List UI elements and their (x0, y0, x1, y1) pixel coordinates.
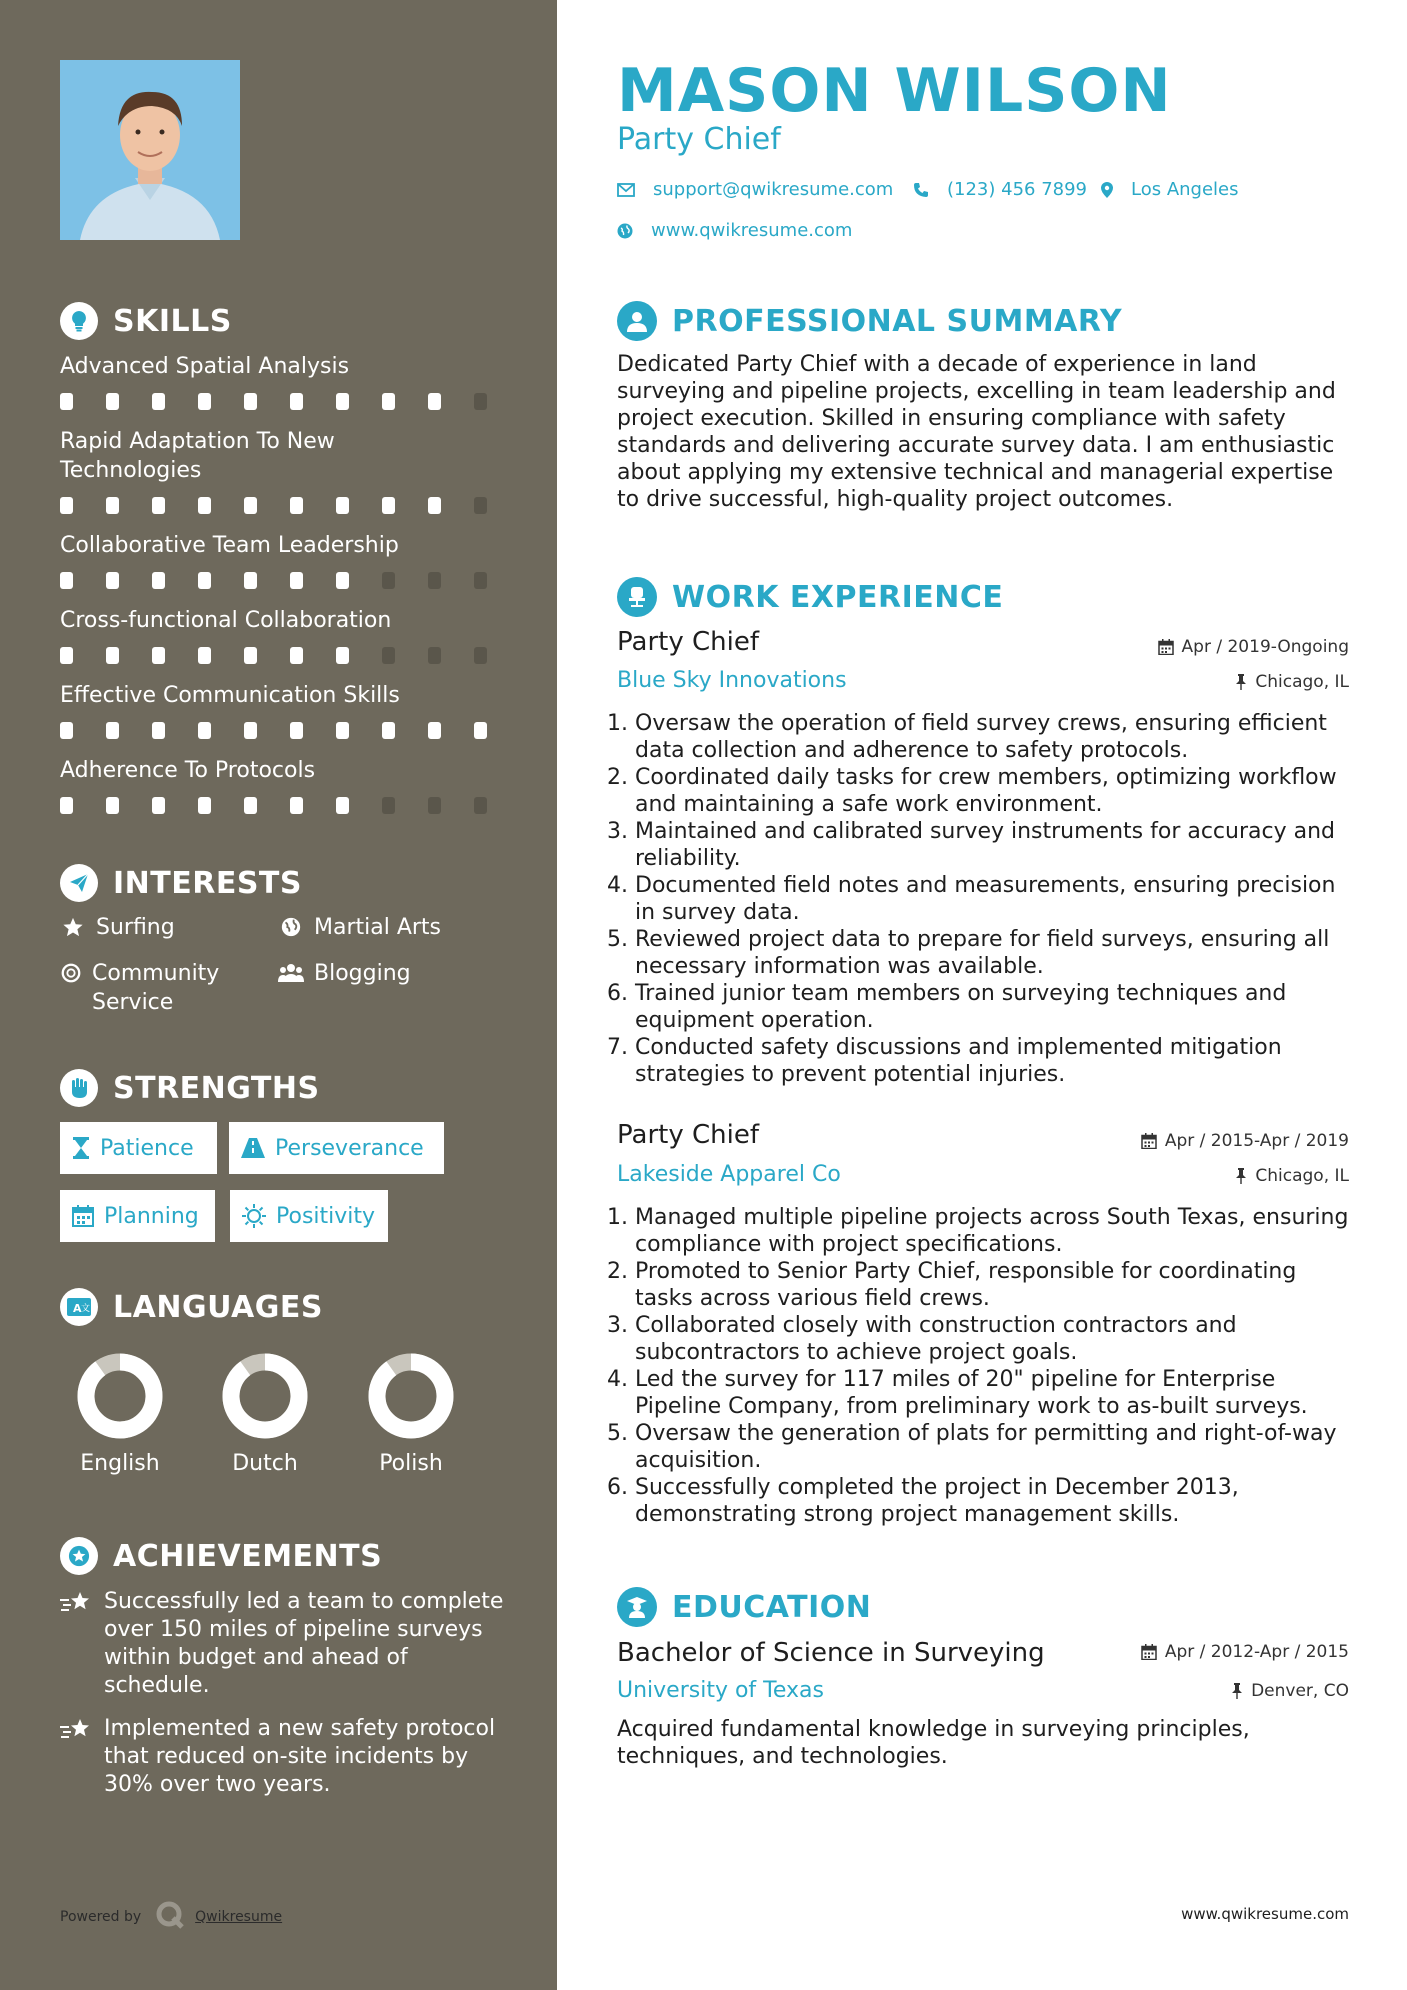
skill-rating-dot (382, 497, 395, 514)
strength-badge: Planning (60, 1190, 215, 1242)
skill-rating-dot (428, 722, 441, 739)
strength-badge: Positivity (230, 1190, 388, 1242)
briefcase-chair-icon (617, 577, 657, 617)
footer-site: www.qwikresume.com (1181, 1905, 1349, 1923)
skill-rating-dot (106, 497, 119, 514)
skill-rating-dot (152, 393, 165, 410)
interests-heading: INTERESTS (60, 864, 302, 902)
duty-item: 1. Oversaw the operation of field survey crews, ensuring efficient data collection and adherence to safety protocols. (635, 710, 1357, 764)
skill-rating-dot (152, 497, 165, 514)
duty-item: 4. Led the survey for 117 miles of 20" pipeline for Enterprise Pipeline Company, from preliminary work to as-built surveys. (635, 1366, 1357, 1420)
duty-item: 6. Trained junior team members on surveying techniques and equipment operation. (635, 980, 1357, 1034)
shooting-star-icon (60, 1717, 92, 1747)
skill-rating-dot (428, 647, 441, 664)
phone-icon (913, 182, 929, 198)
skill-rating-dot (382, 393, 395, 410)
skill-rating-dot (60, 572, 73, 589)
pushpin-icon (1231, 1683, 1243, 1699)
skill-rating-dot (198, 797, 211, 814)
achievements-heading: ACHIEVEMENTS (60, 1537, 382, 1575)
skill-rating-dot (60, 797, 73, 814)
experience-heading: WORK EXPERIENCE (617, 577, 1003, 617)
duty-item: 4. Documented field notes and measurements, ensuring precision in survey data. (635, 872, 1357, 926)
shooting-star-icon (60, 1590, 92, 1620)
skill-rating-dot (474, 393, 487, 410)
skill-rating-dot (382, 647, 395, 664)
skill-rating-dot (106, 393, 119, 410)
envelope-icon (617, 183, 635, 197)
pushpin-icon (1235, 674, 1247, 690)
duty-item: 2. Coordinated daily tasks for crew members, optimizing workflow and maintaining a safe work environment. (635, 764, 1357, 818)
language-level-ring (368, 1353, 454, 1439)
skill-rating-dot (152, 722, 165, 739)
skill-rating-dot (198, 647, 211, 664)
skill-name: Adherence To Protocols (60, 758, 316, 783)
skill-rating-dot (198, 572, 211, 589)
language-item (351, 1353, 471, 1476)
skill-rating-dot (198, 497, 211, 514)
skill-rating-dot (290, 497, 303, 514)
job-title: Party Chief (617, 627, 759, 657)
duty-item: 1. Managed multiple pipeline projects across South Texas, ensuring compliance with project specifications. (635, 1204, 1357, 1258)
language-level-ring (77, 1353, 163, 1439)
skill-name: Collaborative Team Leadership (60, 533, 399, 558)
company-name: Blue Sky Innovations (617, 668, 847, 693)
skill-rating-dot (290, 797, 303, 814)
fist-icon (60, 1069, 98, 1107)
skill-rating-dot (198, 722, 211, 739)
calendar-icon (1141, 1644, 1157, 1660)
duty-item: 3. Collaborated closely with construction contractors and subcontractors to achieve project goals. (635, 1312, 1357, 1366)
language-level-arc (86, 1362, 154, 1430)
job-duties (617, 710, 1357, 1088)
skill-name: Effective Communication Skills (60, 683, 400, 708)
award-star-icon (60, 1537, 98, 1575)
graduate-icon (617, 1587, 657, 1627)
school-name: University of Texas (617, 1678, 824, 1703)
skill-rating (60, 497, 500, 514)
skill-rating-dot (244, 497, 257, 514)
language-level-arc (231, 1362, 299, 1430)
skill-name: Advanced Spatial Analysis (60, 354, 350, 379)
interest-item: Community Service (60, 959, 260, 1017)
language-name: Polish (379, 1451, 443, 1476)
contact-website[interactable]: www.qwikresume.com (617, 220, 852, 241)
skill-rating-dot (336, 797, 349, 814)
user-icon (617, 301, 657, 341)
skill-rating-dot (336, 393, 349, 410)
duty-item: 5. Oversaw the generation of plats for permitting and right-of-way acquisition. (635, 1420, 1357, 1474)
skill-rating-dot (290, 722, 303, 739)
skill-name: Rapid Adaptation To New Technologies (60, 429, 335, 483)
skill-item (60, 427, 500, 514)
globe-icon (278, 914, 304, 940)
duty-item: 5. Reviewed project data to prepare for field surveys, ensuring all necessary information was available. (635, 926, 1357, 980)
strength-badge: Patience (60, 1122, 217, 1174)
skill-name: Cross-functional Collaboration (60, 608, 392, 633)
skill-rating-dot (336, 722, 349, 739)
lightbulb-icon (60, 302, 98, 340)
skill-item (60, 352, 500, 410)
skill-rating-dot (106, 797, 119, 814)
summary-text: Dedicated Party Chief with a decade of experience in land surveying and pipeline projects, excelling in team leadership and project execution. Skilled in ensuring compliance with safety standards and delivering accurate survey data. I am enthusiastic about applying my extensive technical and managerial expertise to drive successful, high-quality project outcomes. (617, 352, 1336, 512)
duty-item: 7. Conducted safety discussions and implemented mitigation strategies to prevent potential injuries. (635, 1034, 1357, 1088)
company-name: Lakeside Apparel Co (617, 1162, 841, 1187)
sun-icon (242, 1204, 266, 1228)
skill-rating-dot (60, 722, 73, 739)
qwikresume-logo-icon (155, 1900, 185, 1934)
skill-rating-dot (428, 497, 441, 514)
skill-item (60, 756, 500, 814)
job-dates: Apr / 2015-Apr / 2019 (1141, 1131, 1349, 1151)
lifebuoy-icon (60, 960, 82, 986)
skill-rating (60, 797, 500, 814)
duty-item: 6. Successfully completed the project in December 2013, demonstrating strong project management skills. (635, 1474, 1357, 1528)
skill-rating-dot (290, 393, 303, 410)
skill-rating-dot (382, 722, 395, 739)
language-item (205, 1353, 325, 1476)
language-name: English (80, 1451, 160, 1476)
road-icon (241, 1138, 265, 1158)
skill-item (60, 606, 500, 664)
skill-rating-dot (198, 393, 211, 410)
skill-rating-dot (244, 797, 257, 814)
skill-item (60, 681, 500, 739)
skill-rating-dot (106, 647, 119, 664)
language-item (60, 1353, 180, 1476)
map-marker-icon (1101, 182, 1113, 198)
skill-rating-dot (382, 797, 395, 814)
language-level-ring (222, 1353, 308, 1439)
contact-location: Los Angeles (1101, 179, 1239, 200)
job-title: Party Chief (617, 1120, 759, 1150)
skill-rating-dot (474, 572, 487, 589)
svg-text:文: 文 (81, 1304, 91, 1314)
duty-item: 3. Maintained and calibrated survey instruments for accuracy and reliability. (635, 818, 1357, 872)
education-heading: EDUCATION (617, 1587, 871, 1627)
strengths-heading: STRENGTHS (60, 1069, 320, 1107)
interest-item: Martial Arts (278, 913, 441, 942)
skill-rating-dot (474, 797, 487, 814)
skill-rating-dot (106, 722, 119, 739)
language-name: Dutch (232, 1451, 298, 1476)
contact-email[interactable]: support@qwikresume.com (617, 179, 893, 200)
skill-rating-dot (244, 722, 257, 739)
summary-heading: PROFESSIONAL SUMMARY (617, 301, 1122, 341)
skill-rating-dot (244, 572, 257, 589)
skill-rating-dot (152, 797, 165, 814)
skill-rating-dot (290, 647, 303, 664)
skill-rating-dot (290, 572, 303, 589)
candidate-name: MASON WILSON (617, 56, 1172, 126)
qwikresume-link[interactable]: Qwikresume (195, 1909, 283, 1925)
skill-rating-dot (474, 722, 487, 739)
achievement-item: Implemented a new safety protocol that reduced on-site incidents by 30% over two years. (60, 1715, 510, 1799)
skill-rating-dot (60, 393, 73, 410)
skill-rating-dot (60, 647, 73, 664)
calendar-icon (1141, 1133, 1157, 1149)
main-content (617, 0, 1349, 1990)
users-icon (278, 960, 304, 986)
skill-rating-dot (336, 497, 349, 514)
skill-rating-dot (474, 497, 487, 514)
globe-icon (617, 223, 633, 239)
job-location: Chicago, IL (1235, 1166, 1349, 1186)
skill-rating (60, 722, 500, 739)
calendar-icon (1158, 639, 1174, 655)
job-location: Chicago, IL (1235, 672, 1349, 692)
skill-rating-dot (106, 572, 119, 589)
job-duties (617, 1204, 1357, 1528)
candidate-title: Party Chief (617, 122, 781, 157)
skill-rating (60, 647, 500, 664)
calendar-icon (72, 1205, 94, 1227)
skill-item (60, 531, 500, 589)
skills-heading: SKILLS (60, 302, 232, 340)
skill-rating (60, 572, 500, 589)
job-dates: Apr / 2019-Ongoing (1158, 637, 1349, 657)
skill-rating-dot (152, 647, 165, 664)
skill-rating-dot (428, 572, 441, 589)
powered-by: Powered by Qwikresume (60, 1900, 282, 1934)
duty-item: 2. Promoted to Senior Party Chief, responsible for coordinating tasks across various field crews. (635, 1258, 1357, 1312)
skill-rating-dot (152, 572, 165, 589)
skill-rating-dot (244, 647, 257, 664)
interest-item: Surfing (60, 913, 175, 942)
skill-rating-dot (428, 393, 441, 410)
skill-rating (60, 393, 500, 410)
education-location: Denver, CO (1231, 1681, 1349, 1701)
languages-heading: A 文 LANGUAGES (60, 1288, 323, 1326)
svg-text:A: A (73, 1302, 82, 1315)
language-level-arc (377, 1362, 445, 1430)
education-dates: Apr / 2012-Apr / 2015 (1141, 1642, 1349, 1662)
paper-plane-icon (60, 864, 98, 902)
skill-rating-dot (428, 797, 441, 814)
skill-rating-dot (336, 572, 349, 589)
star-icon (60, 914, 86, 940)
profile-photo (60, 60, 240, 240)
skill-rating-dot (336, 647, 349, 664)
sidebar (0, 0, 557, 1990)
contact-phone[interactable]: (123) 456 7899 (913, 179, 1087, 200)
skill-rating-dot (474, 647, 487, 664)
education-description: Acquired fundamental knowledge in surveying principles, techniques, and technologies. (617, 1717, 1250, 1769)
pushpin-icon (1235, 1168, 1247, 1184)
strength-badge: Perseverance (229, 1122, 444, 1174)
skill-rating-dot (60, 497, 73, 514)
skill-rating-dot (382, 572, 395, 589)
degree-title: Bachelor of Science in Surveying (617, 1638, 1045, 1668)
skill-rating-dot (244, 393, 257, 410)
hourglass-icon (72, 1137, 90, 1159)
achievement-item: Successfully led a team to complete over 150 miles of pipeline surveys within budget and ahead of schedule. (60, 1588, 510, 1700)
language-icon (60, 1288, 98, 1326)
interest-item: Blogging (278, 959, 411, 988)
